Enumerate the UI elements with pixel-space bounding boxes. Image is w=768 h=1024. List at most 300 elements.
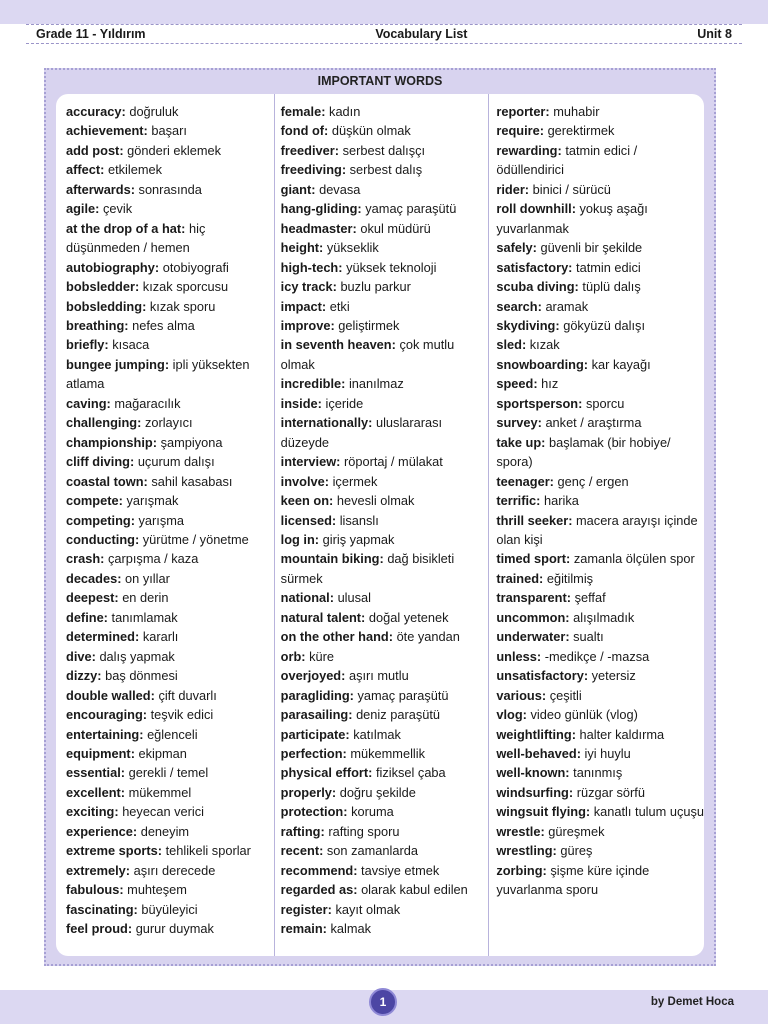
vocab-definition: yürütme / yönetme xyxy=(142,531,249,547)
vocab-definition: tatmin edici xyxy=(576,259,641,275)
vocab-entry xyxy=(496,588,704,607)
vocab-term: keen on: xyxy=(280,493,334,509)
vocab-term: competing: xyxy=(66,512,135,528)
vocab-term: encouraging: xyxy=(66,707,148,723)
top-band xyxy=(0,0,768,24)
vocab-definition: binici / sürücü xyxy=(532,181,611,197)
vocab-definition: çeşitli xyxy=(549,687,582,703)
vocab-term: bobsledder: xyxy=(66,279,140,295)
vocab-definition: kızak sporcusu xyxy=(142,279,229,295)
vocab-term: zorbing: xyxy=(496,862,547,878)
vocab-definition: küre xyxy=(309,648,335,664)
vocab-entry xyxy=(281,199,489,218)
vocab-term: perfection: xyxy=(280,745,347,761)
vocab-definition: on yıllar xyxy=(125,570,170,586)
vocab-entry xyxy=(281,335,489,374)
vocab-entry xyxy=(496,647,704,666)
vocab-column-1 xyxy=(56,94,274,956)
vocab-term: timed sport: xyxy=(496,551,571,567)
vocab-definition: şişme küre içinde yuvarlanma sporu xyxy=(496,862,650,898)
vocab-entry xyxy=(66,491,274,510)
vocab-entry xyxy=(281,491,489,510)
vocab-definition: eğlenceli xyxy=(147,726,198,742)
vocab-column-2 xyxy=(274,94,489,956)
vocab-entry xyxy=(281,588,489,607)
vocab-entry xyxy=(281,861,489,880)
vocab-term: define: xyxy=(66,609,108,625)
vocab-entry xyxy=(281,900,489,919)
vocab-definition: öte yandan xyxy=(396,629,460,645)
vocab-definition: aşırı derecede xyxy=(133,862,216,878)
vocab-definition: kararlı xyxy=(142,629,179,645)
vocab-definition: aramak xyxy=(545,298,589,314)
vocab-definition: kanatlı tulum uçuşu xyxy=(593,804,704,820)
vocab-term: uncommon: xyxy=(496,609,570,625)
vocab-term: experience: xyxy=(66,823,138,839)
vocab-entry xyxy=(496,141,704,180)
vocab-term: entertaining: xyxy=(66,726,144,742)
vocab-entry xyxy=(496,238,704,257)
vocab-definition: sahil kasabası xyxy=(151,473,233,489)
vocab-entry xyxy=(66,452,274,471)
vocab-definition: harika xyxy=(544,493,579,509)
vocab-term: caving: xyxy=(66,395,111,411)
vocab-term: thrill seeker: xyxy=(496,512,573,528)
vocab-term: dizzy: xyxy=(66,668,102,684)
vocab-term: rider: xyxy=(496,181,530,197)
vocab-definition: hevesli olmak xyxy=(336,493,415,509)
vocab-definition: yetersiz xyxy=(591,668,636,684)
vocab-term: autobiography: xyxy=(66,259,160,275)
vocab-entry xyxy=(496,861,704,900)
vocab-definition: başlamak (bir hobiye/ spora) xyxy=(496,434,671,470)
vocab-term: crash: xyxy=(66,551,105,567)
vocab-definition: çevik xyxy=(103,201,133,217)
vocab-term: well-known: xyxy=(496,765,570,781)
vocab-entry xyxy=(281,763,489,782)
vocab-entry xyxy=(66,725,274,744)
vocab-definition: zamanla ölçülen spor xyxy=(573,551,695,567)
vocab-entry xyxy=(281,822,489,841)
vocab-term: accuracy: xyxy=(66,104,126,119)
vocab-definition: sonrasında xyxy=(138,181,202,197)
vocab-entry xyxy=(281,647,489,666)
vocab-entry xyxy=(66,530,274,549)
vocab-term: sled: xyxy=(496,337,527,353)
vocab-definition: halter kaldırma xyxy=(579,726,665,742)
vocab-term: cliff diving: xyxy=(66,454,135,470)
vocab-term: survey: xyxy=(496,415,542,431)
vocab-definition: mükemmellik xyxy=(350,745,426,761)
vocab-definition: etkilemek xyxy=(107,162,163,178)
vocab-definition: yarışmak xyxy=(126,493,179,509)
vocab-definition: gerektirmek xyxy=(547,123,615,139)
vocab-term: freediver: xyxy=(280,142,339,158)
vocab-entry xyxy=(281,452,489,471)
vocab-definition: etki xyxy=(329,298,350,314)
vocab-entry xyxy=(281,686,489,705)
vocab-term: scuba diving: xyxy=(496,279,579,295)
vocab-term: agile: xyxy=(66,201,100,217)
vocab-definition: başarı xyxy=(151,123,187,139)
vocab-term: national: xyxy=(280,590,334,606)
vocab-entry xyxy=(281,725,489,744)
vocab-term: extremely: xyxy=(66,862,131,878)
vocab-definition: genç / ergen xyxy=(557,473,629,489)
vocab-definition: lisanslı xyxy=(339,512,379,528)
vocab-definition: yamaç paraşütü xyxy=(365,201,457,217)
vocab-entry xyxy=(281,180,489,199)
vocab-definition: deneyim xyxy=(140,823,190,839)
vocab-term: trained: xyxy=(496,570,544,586)
vocab-definition: tehlikeli sporlar xyxy=(165,843,251,859)
vocab-definition: teşvik edici xyxy=(150,707,214,723)
vocab-term: internationally: xyxy=(280,415,373,431)
vocab-term: terrific: xyxy=(496,493,541,509)
header-title: Vocabulary List xyxy=(375,27,468,41)
vocab-entry xyxy=(66,919,274,938)
vocab-definition: tavsiye etmek xyxy=(361,862,440,878)
vocab-definition: şampiyona xyxy=(160,434,223,450)
vocab-term: participate: xyxy=(280,726,350,742)
vocab-definition: ekipman xyxy=(138,745,187,761)
vocab-definition: okul müdürü xyxy=(360,220,431,236)
vocab-entry xyxy=(281,841,489,860)
vocab-entry xyxy=(281,160,489,179)
vocab-entry xyxy=(496,297,704,316)
vocab-definition: dalış yapmak xyxy=(99,648,175,664)
vocab-term: freediving: xyxy=(280,162,347,178)
vocab-term: various: xyxy=(496,687,547,703)
vocab-definition: çok mutlu olmak xyxy=(280,337,455,372)
vocab-term: sportsperson: xyxy=(496,395,583,411)
vocab-definition: röportaj / mülakat xyxy=(343,454,443,470)
vocab-entry xyxy=(66,569,274,588)
vocab-term: improve: xyxy=(280,317,335,333)
vocab-term: excellent: xyxy=(66,784,126,800)
vocab-term: require: xyxy=(496,123,544,139)
vocab-entry xyxy=(281,511,489,530)
vocab-definition: nefes alma xyxy=(132,317,195,333)
vocab-definition: düşkün olmak xyxy=(331,123,411,139)
vocab-entry xyxy=(281,258,489,277)
vocab-entry xyxy=(66,219,274,258)
vocab-term: in seventh heaven: xyxy=(280,337,396,353)
vocab-definition: son zamanlarda xyxy=(326,843,418,859)
vocab-entry xyxy=(66,588,274,607)
vocab-term: add post: xyxy=(66,142,124,158)
vocab-term: natural talent: xyxy=(280,609,366,625)
vocab-definition: kızak sporu xyxy=(149,298,216,314)
vocab-definition: serbest dalışçı xyxy=(342,142,426,158)
vocab-entry xyxy=(281,141,489,160)
vocab-term: extreme sports: xyxy=(66,843,163,859)
vocab-entry xyxy=(496,491,704,510)
vocab-entry xyxy=(496,121,704,140)
vocab-term: interview: xyxy=(280,454,341,470)
vocab-entry xyxy=(66,472,274,491)
vocab-definition: olarak kabul edilen xyxy=(361,882,468,898)
vocab-entry xyxy=(66,258,274,277)
vocab-entry xyxy=(66,335,274,354)
vocab-definition: uçurum dalışı xyxy=(137,454,215,470)
vocab-entry xyxy=(496,608,704,627)
vocab-term: speed: xyxy=(496,376,538,392)
vocab-definition: doğal yetenek xyxy=(368,609,449,625)
vocab-definition: hiç düşünmeden / hemen xyxy=(66,220,206,256)
vocab-term: well-behaved: xyxy=(496,745,581,761)
vocab-entry xyxy=(66,199,274,218)
vocab-entry xyxy=(496,355,704,374)
vocab-entry xyxy=(496,102,704,121)
vocab-entry xyxy=(496,686,704,705)
vocab-term: conducting: xyxy=(66,531,140,547)
vocab-entry xyxy=(66,666,274,685)
vocab-entry xyxy=(281,666,489,685)
vocab-entry xyxy=(281,744,489,763)
vocab-definition: güvenli bir şekilde xyxy=(540,240,643,256)
vocab-term: unless: xyxy=(496,648,542,664)
vocab-entry xyxy=(496,627,704,646)
vocab-entry xyxy=(496,511,704,550)
vocab-term: determined: xyxy=(66,629,140,645)
vocab-term: essential: xyxy=(66,765,126,781)
vocab-term: paragliding: xyxy=(280,687,354,703)
vocab-term: briefly: xyxy=(66,337,109,353)
vocab-definition: çift duvarlı xyxy=(158,687,217,703)
vocab-definition: gökyüzü dalışı xyxy=(563,317,646,333)
vocab-term: female: xyxy=(280,104,326,119)
vocab-term: overjoyed: xyxy=(280,668,346,684)
vocab-definition: muhteşem xyxy=(127,882,187,898)
vocab-definition: gerekli / temel xyxy=(128,765,209,781)
vocab-definition: kalmak xyxy=(330,921,372,937)
vocab-term: exciting: xyxy=(66,804,119,820)
vocab-definition: geliştirmek xyxy=(338,317,400,333)
vocab-term: headmaster: xyxy=(280,220,357,236)
vocab-definition: kayıt olmak xyxy=(335,901,401,917)
vocab-definition: ipli yüksekten atlama xyxy=(66,356,250,392)
vocab-term: height: xyxy=(280,240,324,256)
vocab-definition: kar kayağı xyxy=(591,356,651,372)
vocab-definition: kadın xyxy=(329,104,361,119)
vocab-entry xyxy=(66,316,274,335)
vocab-term: double walled: xyxy=(66,687,155,703)
vocab-definition: sualtı xyxy=(573,629,604,645)
vocab-definition: ulusal xyxy=(337,590,371,606)
vocab-term: wrestle: xyxy=(496,823,545,839)
vocab-term: skydiving: xyxy=(496,317,560,333)
vocab-definition: heyecan verici xyxy=(122,804,204,820)
vocab-term: equipment: xyxy=(66,745,135,761)
vocab-definition: rüzgar sörfü xyxy=(576,784,645,800)
vocab-entry xyxy=(281,705,489,724)
vocab-term: physical effort: xyxy=(280,765,373,781)
vocab-definition: rafting sporu xyxy=(328,823,400,839)
vocab-term: afterwards: xyxy=(66,181,135,197)
vocab-definition: mükemmel xyxy=(128,784,192,800)
vocab-entry xyxy=(496,783,704,802)
vocab-term: impact: xyxy=(280,298,327,314)
vocab-entry xyxy=(496,822,704,841)
vocab-entry xyxy=(496,763,704,782)
vocab-entry xyxy=(496,413,704,432)
vocab-term: inside: xyxy=(280,395,322,411)
vocabulary-columns xyxy=(56,94,704,956)
vocab-term: windsurfing: xyxy=(496,784,574,800)
vocab-definition: yokuş aşağı yuvarlanmak xyxy=(496,201,648,236)
vocab-entry xyxy=(496,433,704,472)
vocab-definition: buzlu parkur xyxy=(340,279,411,295)
vocab-term: hang-gliding: xyxy=(280,201,362,217)
vocab-term: mountain biking: xyxy=(280,551,384,567)
vocab-entry xyxy=(66,822,274,841)
vocab-term: reporter: xyxy=(496,104,550,119)
vocab-term: fascinating: xyxy=(66,901,138,917)
vocab-entry xyxy=(66,433,274,452)
vocab-entry xyxy=(496,666,704,685)
vocab-entry xyxy=(66,705,274,724)
vocab-definition: eğitilmiş xyxy=(546,570,594,586)
vocab-definition: güreşmek xyxy=(548,823,605,839)
vocab-column-3 xyxy=(488,94,704,956)
vocab-definition: inanılmaz xyxy=(348,376,404,392)
vocab-entry xyxy=(496,841,704,860)
vocab-definition: yamaç paraşütü xyxy=(357,687,449,703)
vocab-term: at the drop of a hat: xyxy=(66,220,186,236)
vocab-definition: video günlük (vlog) xyxy=(530,707,638,723)
vocab-entry xyxy=(66,160,274,179)
vocab-term: licensed: xyxy=(280,512,337,528)
vocab-term: on the other hand: xyxy=(280,629,393,645)
vocab-definition: macera arayışı içinde olan kişi xyxy=(496,512,698,547)
page-number: 1 xyxy=(369,988,397,1016)
vocab-term: bungee jumping: xyxy=(66,356,170,372)
vocab-term: affect: xyxy=(66,162,105,178)
vocab-definition: büyüleyici xyxy=(141,901,198,917)
vocab-term: dive: xyxy=(66,648,96,664)
vocab-term: parasailing: xyxy=(280,707,353,723)
vocab-entry xyxy=(66,686,274,705)
vocab-entry xyxy=(496,472,704,491)
vocab-term: wrestling: xyxy=(496,843,557,859)
vocab-entry xyxy=(281,530,489,549)
vocab-definition: iyi huylu xyxy=(584,745,631,761)
vocab-entry xyxy=(281,238,489,257)
vocab-definition: çarpışma / kaza xyxy=(107,551,199,567)
vocab-entry xyxy=(281,472,489,491)
vocab-entry xyxy=(281,413,489,452)
vocab-term: breathing: xyxy=(66,317,129,333)
vocab-entry xyxy=(66,783,274,802)
vocab-entry xyxy=(66,180,274,199)
vocab-entry xyxy=(66,394,274,413)
vocab-entry xyxy=(496,549,704,568)
vocab-term: safely: xyxy=(496,240,537,256)
vocab-term: involve: xyxy=(280,473,330,489)
vocab-definition: giriş yapmak xyxy=(322,531,395,547)
vocab-term: challenging: xyxy=(66,415,142,431)
vocab-entry xyxy=(66,121,274,140)
vocab-definition: serbest dalış xyxy=(349,162,423,178)
vocab-entry xyxy=(496,569,704,588)
vocab-entry xyxy=(496,744,704,763)
vocab-term: icy track: xyxy=(280,279,337,295)
vocab-term: recent: xyxy=(280,843,324,859)
vocab-term: bobsledding: xyxy=(66,298,147,314)
vocab-definition: yüksek teknoloji xyxy=(346,259,437,275)
vocabulary-box xyxy=(44,68,716,966)
vocab-definition: otobiyografi xyxy=(162,259,229,275)
vocab-term: coastal town: xyxy=(66,473,148,489)
vocab-entry xyxy=(66,900,274,919)
vocab-entry xyxy=(281,102,489,121)
vocab-entry xyxy=(281,277,489,296)
author-credit: by Demet Hoca xyxy=(650,996,734,1008)
vocab-definition: baş dönmesi xyxy=(105,668,178,684)
vocab-term: log in: xyxy=(280,531,320,547)
vocab-term: properly: xyxy=(280,784,337,800)
vocab-term: championship: xyxy=(66,434,158,450)
vocab-definition: gurur duymak xyxy=(135,921,214,937)
vocab-term: rewarding: xyxy=(496,142,562,158)
vocab-entry xyxy=(66,861,274,880)
vocab-definition: yarışma xyxy=(138,512,185,528)
box-title: IMPORTANT WORDS xyxy=(317,74,443,88)
vocab-definition: katılmak xyxy=(353,726,401,742)
vocab-entry xyxy=(281,783,489,802)
vocab-definition: tanımlamak xyxy=(111,609,178,625)
vocab-definition: tatmin edici / ödüllendirici xyxy=(496,142,638,178)
vocab-definition: yükseklik xyxy=(326,240,379,256)
vocab-entry xyxy=(66,511,274,530)
vocab-entry xyxy=(66,277,274,296)
vocab-term: decades: xyxy=(66,570,122,586)
vocab-term: orb: xyxy=(280,648,306,664)
vocab-definition: muhabir xyxy=(553,104,600,119)
vocab-entry xyxy=(281,608,489,627)
vocab-entry xyxy=(496,802,704,821)
vocab-entry xyxy=(496,258,704,277)
vocab-entry xyxy=(496,725,704,744)
vocab-definition: fiziksel çaba xyxy=(375,765,446,781)
vocab-definition: zorlayıcı xyxy=(144,415,193,431)
header-unit: Unit 8 xyxy=(697,27,732,41)
vocab-term: vlog: xyxy=(496,707,527,723)
vocab-entry xyxy=(66,608,274,627)
vocab-entry xyxy=(281,394,489,413)
vocab-definition: güreş xyxy=(560,843,593,859)
vocab-entry xyxy=(496,705,704,724)
vocab-definition: dağ bisikleti sürmek xyxy=(280,551,455,586)
vocab-term: wingsuit flying: xyxy=(496,804,591,820)
vocab-definition: hız xyxy=(541,376,559,392)
vocab-entry xyxy=(496,394,704,413)
vocab-definition: doğru şekilde xyxy=(339,784,416,800)
vocab-term: search: xyxy=(496,298,542,314)
vocab-definition: tanınmış xyxy=(573,765,623,781)
vocab-term: unsatisfactory: xyxy=(496,668,589,684)
vocab-term: fabulous: xyxy=(66,882,124,898)
vocab-entry xyxy=(496,199,704,238)
vocab-entry xyxy=(66,413,274,432)
vocab-entry xyxy=(66,841,274,860)
vocab-term: compete: xyxy=(66,493,123,509)
vocab-entry xyxy=(281,219,489,238)
vocab-term: take up: xyxy=(496,434,546,450)
vocab-definition: -medikçe / -mazsa xyxy=(544,648,650,664)
vocab-term: protection: xyxy=(280,804,348,820)
